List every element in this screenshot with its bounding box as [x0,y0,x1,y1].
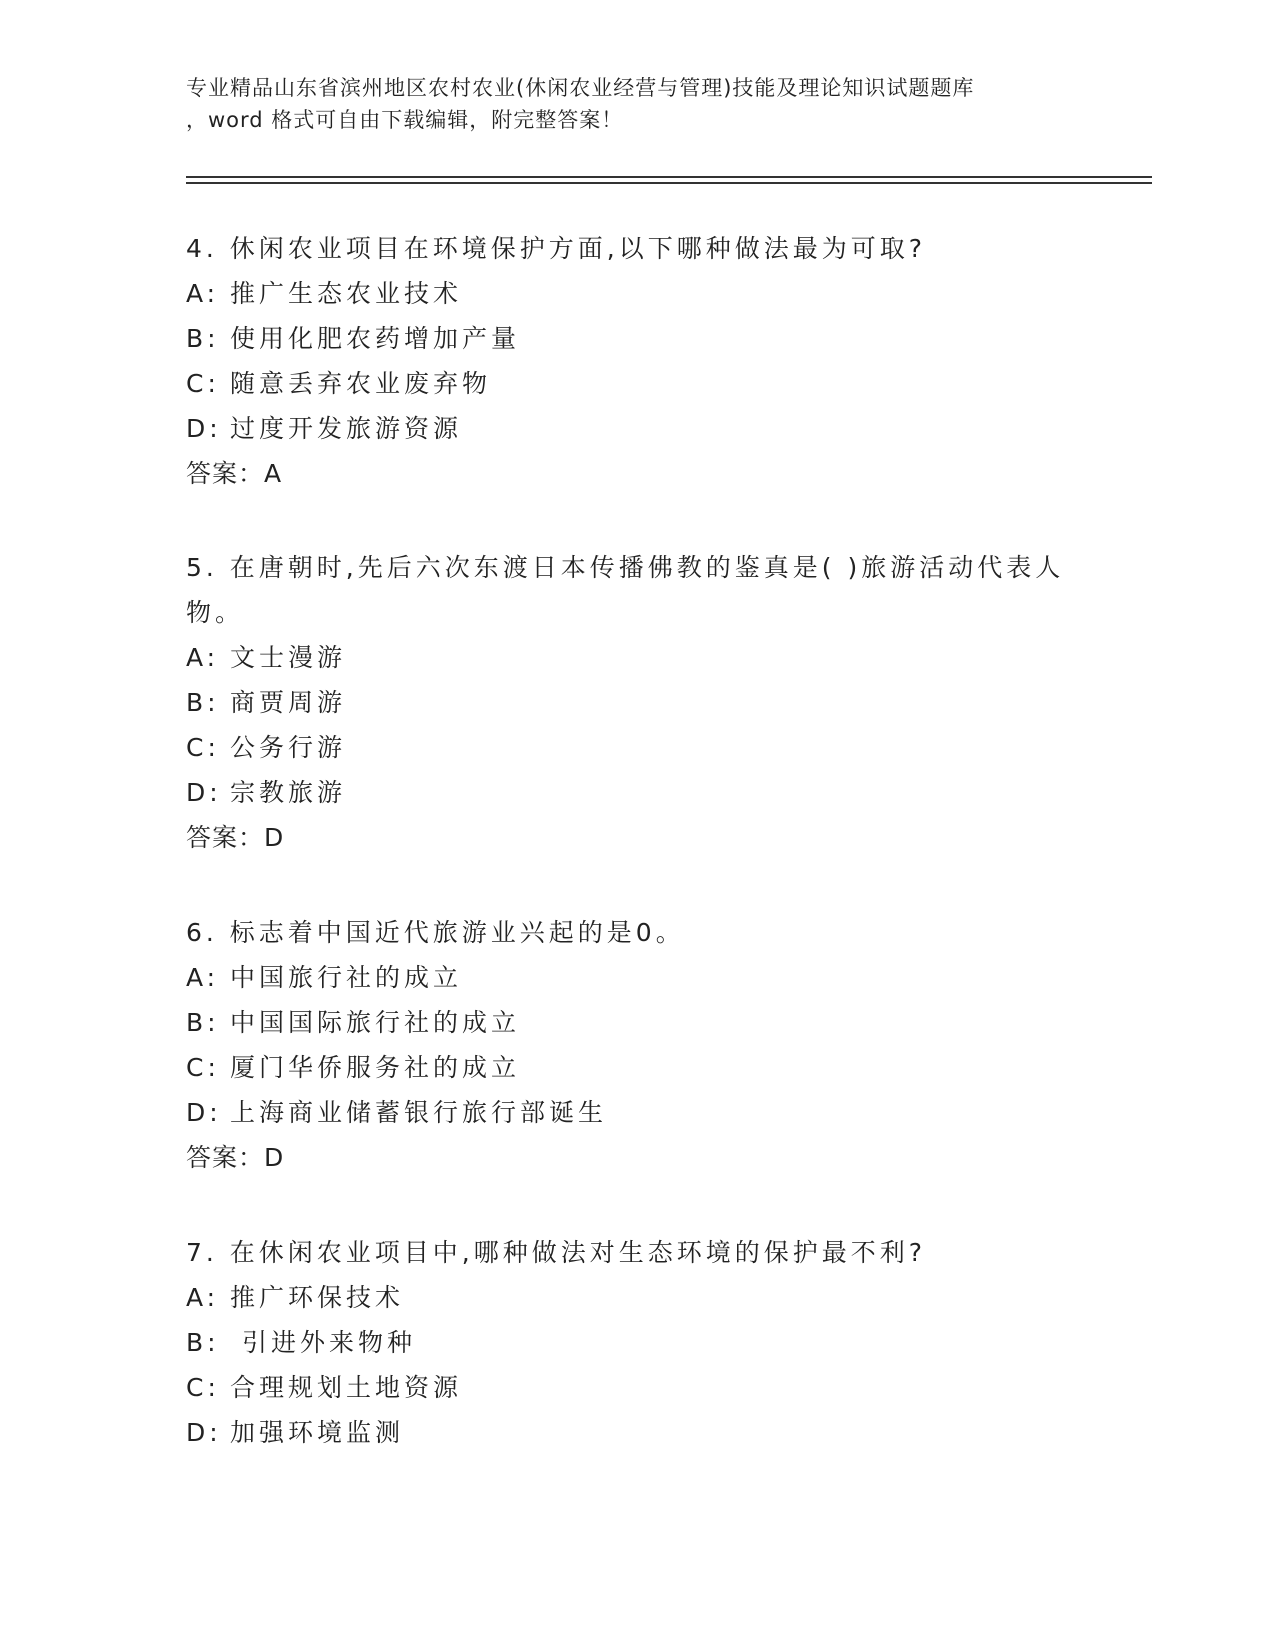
answer [186,815,1086,860]
option-prefix: A: [186,963,220,992]
question-6 [186,910,1086,1180]
answer [186,451,1086,496]
answer-label: 答案： [186,1143,265,1172]
option-text: 中国旅行社的成立 [230,963,463,992]
header-divider-top [186,176,1152,178]
option-a [186,271,1086,316]
option-text: 推广环保技术 [230,1283,405,1312]
question-stem: 5. 在唐朝时,先后六次东渡日本传播佛教的鉴真是( )旅游活动代表人物。 [186,553,1065,627]
answer-label: 答案： [186,823,265,852]
option-text: 宗教旅游 [230,778,347,807]
option-c [186,361,1086,406]
option-prefix: C: [186,369,220,398]
option-prefix: D: [186,1098,222,1127]
option-prefix: B: [186,1008,220,1037]
answer-value: A [264,459,283,488]
option-c [186,725,1086,770]
option-a [186,955,1086,1000]
option-prefix: A: [186,643,220,672]
answer-value: D [264,1143,285,1172]
option-text: 过度开发旅游资源 [230,414,463,443]
option-prefix: D: [186,414,222,443]
option-d [186,406,1086,451]
header-divider-bottom [186,182,1152,184]
option-text: 合理规划土地资源 [230,1373,463,1402]
question-5 [186,545,1086,860]
option-text: 引进外来物种 [230,1328,416,1357]
option-prefix: C: [186,1053,220,1082]
option-c [186,1045,1086,1090]
option-prefix: C: [186,1373,220,1402]
option-d [186,770,1086,815]
option-b [186,680,1086,725]
option-d [186,1090,1086,1135]
option-a [186,1275,1086,1320]
option-b [186,316,1086,361]
option-c [186,1365,1086,1410]
option-text: 文士漫游 [230,643,347,672]
answer [186,1135,1086,1180]
option-text: 推广生态农业技术 [230,279,463,308]
option-prefix: D: [186,1418,222,1447]
option-prefix: B: [186,324,220,353]
question-stem: 4. 休闲农业项目在环境保护方面,以下哪种做法最为可取? [186,234,927,263]
document-header [186,72,1086,136]
option-b [186,1000,1086,1045]
option-text: 商贾周游 [230,688,347,717]
question-stem: 7. 在休闲农业项目中,哪种做法对生态环境的保护最不利? [186,1238,927,1267]
option-prefix: B: [186,1328,220,1357]
answer-value: D [264,823,285,852]
question-4 [186,226,1086,496]
option-prefix: B: [186,688,220,717]
question-7 [186,1230,1086,1455]
header-title-line1: 专业精品山东省滨州地区农村农业(休闲农业经营与管理)技能及理论知识试题题库 [186,76,975,100]
option-text: 加强环境监测 [230,1418,405,1447]
question-stem: 6. 标志着中国近代旅游业兴起的是0。 [186,918,685,947]
option-prefix: C: [186,733,220,762]
option-prefix: A: [186,279,220,308]
option-prefix: A: [186,1283,220,1312]
option-text: 使用化肥农药增加产量 [230,324,521,353]
option-text: 公务行游 [230,733,347,762]
option-a [186,635,1086,680]
option-text: 厦门华侨服务社的成立 [230,1053,521,1082]
option-prefix: D: [186,778,222,807]
header-title-line2: ，word 格式可自由下载编辑，附完整答案！ [186,108,624,132]
option-d [186,1410,1086,1455]
option-b [186,1320,1086,1365]
option-text: 中国国际旅行社的成立 [230,1008,521,1037]
answer-label: 答案： [186,459,265,488]
option-text: 随意丢弃农业废弃物 [230,369,492,398]
option-text: 上海商业储蓄银行旅行部诞生 [230,1098,608,1127]
